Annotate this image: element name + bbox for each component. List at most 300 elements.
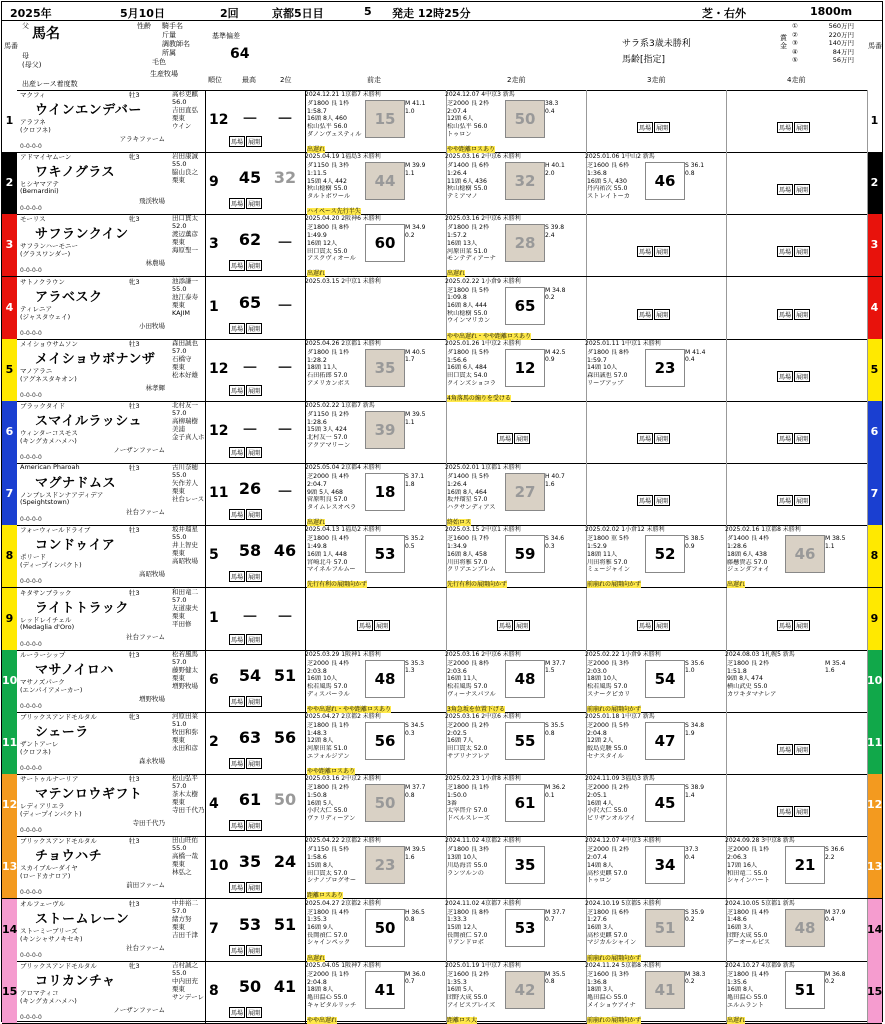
race-note-text: 出遅れ — [307, 519, 326, 527]
dam-name: ザントアーレ — [20, 740, 59, 748]
horse-name[interactable]: コリカンチャ — [35, 973, 116, 989]
legend-owner: 出産レース着度数 — [22, 80, 78, 88]
race-result-line: 0.2 — [545, 294, 555, 302]
prize-row — [792, 56, 854, 65]
horse-name[interactable]: アラベスク — [35, 289, 103, 305]
race-header: 2024.12.07 4中京3 新馬 — [445, 91, 515, 98]
race-info-line: 16頭 8人 460 — [307, 115, 347, 123]
empty-tag: 展開 — [374, 620, 390, 631]
index-2nd: － — [276, 233, 293, 253]
sire-name: オルフェーヴル — [20, 899, 65, 908]
dam-name: マサノズパーク — [20, 677, 65, 686]
race-info-line: セナスタイル — [587, 752, 624, 760]
breeder: 寺田千代乃 — [132, 819, 165, 828]
race-info — [727, 846, 785, 885]
race-info-line: 16頭 5人 — [307, 799, 334, 807]
race-index-value: 23 — [654, 358, 676, 377]
jockey-name: 岩田康誠 — [172, 152, 198, 161]
horse-name[interactable]: チョウハチ — [35, 849, 103, 865]
race-info-line: 秋山稔樹 55.0 — [447, 309, 488, 317]
race-header: 2024.11.09 3福島3 新馬 — [585, 775, 655, 783]
past-race — [305, 152, 447, 214]
race-info-line: 11頭 6人 436 — [447, 177, 487, 185]
race-index — [645, 784, 685, 822]
race-info-line: 芝1600 良 6枠 — [587, 162, 630, 170]
race-info-line: ダ1150 良 3枠 — [307, 162, 350, 170]
race-index — [365, 660, 405, 698]
race-result — [545, 224, 585, 239]
race-info-line: 1:57.2 — [447, 232, 467, 240]
sire-name: キタサンブラック — [20, 588, 72, 597]
race-info-line: 芝1800 良 8枠 — [307, 224, 350, 232]
race-info-line: シャインハート — [727, 877, 770, 885]
race-index — [365, 909, 405, 947]
race-info-line: 1:49.9 — [307, 232, 327, 240]
race-info-line: トゥロン — [587, 877, 612, 885]
race-header: 2025.02.02 1小倉12 未勝利 — [585, 526, 665, 534]
race-info-line: 芝1800 良 1枠 — [447, 784, 490, 792]
race-result — [545, 971, 585, 986]
gate-box — [867, 774, 882, 836]
race-header: 2025.03.16 2中京6 未勝利 — [445, 153, 521, 161]
sire-name: サートゥルナーリア — [20, 775, 79, 784]
race-info-line: 1:49.8 — [307, 543, 327, 551]
race-info — [307, 846, 365, 885]
past-race — [305, 214, 447, 276]
race-info-line: 小沢大仁 55.0 — [587, 807, 628, 815]
race-info-line: ダ1400 良 6枠 — [447, 162, 490, 170]
race-note-text: 先行有利の展開向かず — [307, 581, 368, 589]
horse-name[interactable]: マサノイロハ — [35, 662, 114, 678]
empty-race — [777, 184, 857, 195]
race-result-line: H 40.7 — [545, 473, 565, 481]
index-max: － — [241, 606, 258, 626]
meeting: 京都5日目 — [272, 7, 324, 20]
empty-tag: 馬場 — [497, 433, 513, 444]
race-result-line: M 37.9 — [825, 908, 846, 916]
horse-name[interactable]: スマイルラッシュ — [35, 414, 142, 429]
broodmare-sire: (ディープインパクト) — [20, 561, 82, 570]
race-info-line: 高杉吏麒 57.0 — [587, 931, 628, 939]
owner: サンデーレ — [172, 992, 204, 1001]
jockey-block — [172, 961, 204, 1001]
sire-name: American Pharoah — [20, 463, 80, 472]
race-result — [545, 909, 585, 924]
race-index — [645, 535, 685, 573]
race-header: 2025.04.27 2京都2 未勝利 — [305, 713, 381, 720]
career-record: 0-0-0-0 — [20, 827, 42, 835]
broodmare-sire: (Speightstown) — [20, 498, 70, 507]
horse-number: 1 — [870, 114, 879, 127]
race-note-text: 先行有利の展開向かず — [447, 581, 508, 589]
past-race — [305, 90, 447, 152]
race-info-line: 田口貫太 54.0 — [447, 371, 488, 379]
jockey-name: 古川奈穂 — [172, 463, 198, 472]
broodmare-sire: (ディープインパクト) — [20, 810, 82, 819]
owner: 金子真人ホ — [172, 433, 204, 441]
jockey-block — [172, 463, 204, 503]
race-info-line: 川田将雅 57.0 — [587, 558, 628, 566]
race-header: 2024.10.05 5京都1 新馬 — [725, 899, 795, 907]
race-index-value: 15 — [374, 110, 396, 128]
aptitude-tag: 馬場 — [229, 882, 245, 893]
race-note-text: 3角急坂を位置下げる — [447, 705, 505, 713]
dam-name: レディアリエラ — [20, 802, 65, 811]
race-header: 2025.03.29 1阪神1 未勝利 — [305, 650, 381, 658]
empty-tag: 馬場 — [777, 122, 793, 133]
race-index-value: 45 — [654, 794, 676, 813]
sex-age: 牡3 — [129, 588, 140, 597]
past-race — [725, 463, 868, 525]
race-index — [645, 660, 685, 698]
gate-box — [867, 463, 882, 525]
empty-race — [777, 744, 857, 755]
past-race — [305, 836, 447, 898]
empty-tag: 馬場 — [777, 371, 793, 382]
aptitude-tag: 展開 — [246, 447, 262, 458]
race-info — [447, 660, 505, 699]
race-result-line: 0.2 — [685, 916, 695, 924]
race-result — [685, 971, 725, 986]
race-result — [685, 660, 725, 675]
race-info-line: 1:11.5 — [307, 169, 327, 177]
race-result-line: M 36.8 — [825, 970, 846, 978]
prize-amount: 560万円 — [828, 22, 854, 30]
race-result-line: S 34.8 — [685, 722, 705, 729]
race-result — [825, 909, 865, 924]
race-index-value: 41 — [374, 980, 396, 999]
aptitude-tags — [229, 509, 263, 520]
race-info-line: 16頭 3人 — [727, 924, 754, 931]
race-header: 2025.01.11 1中京1 未勝利 — [585, 339, 661, 347]
gate-box — [2, 836, 17, 898]
race-info-line: 16頭 8人 458 — [447, 550, 487, 558]
race-result — [405, 411, 445, 426]
aptitude-tags — [229, 696, 263, 707]
race-index — [365, 411, 405, 449]
race-result-line: 1.7 — [405, 356, 415, 364]
race-result-line: M 42.5 — [545, 348, 566, 356]
empty-tag: 展開 — [654, 122, 670, 133]
horse-number: 11 — [867, 736, 883, 749]
race-header: 2025.03.16 2中京6 未勝利 — [445, 215, 521, 223]
past-race — [445, 214, 587, 276]
horse-name[interactable]: マテンロウギフト — [35, 787, 143, 803]
broodmare-sire: (Medaglia d'Oro) — [20, 622, 75, 631]
past-race — [585, 401, 727, 463]
col-prev3: 3走前 — [647, 76, 666, 84]
race-note-text: 出遅れ — [727, 581, 746, 589]
index-2nd: － — [276, 482, 293, 502]
dam-name: ノンブレスドンナアディデア — [20, 491, 104, 500]
horse-info — [17, 712, 206, 774]
dam-name: ストーミーブリーズ — [20, 926, 78, 935]
aptitude-tag: 展開 — [246, 634, 262, 645]
race-result-line: 0.8 — [405, 916, 415, 924]
race-index — [645, 349, 685, 387]
race-info-line: 河原田菜 51.0 — [447, 247, 488, 255]
race-info-line: 菅原明良 57.0 — [307, 496, 348, 504]
race-info-line: メイショウアイナ — [587, 1001, 636, 1009]
race-result-line: M 40.5 — [405, 348, 426, 356]
sire-name: ブリックスアンドモルタル — [20, 961, 97, 970]
aptitude-tags — [229, 136, 263, 147]
race-info-line: 芝1800 良 4枠 — [727, 970, 770, 978]
trainer-name: 吉田直弘 — [172, 106, 198, 114]
race-result-line: M 37.7 — [545, 908, 566, 916]
aptitude-tag: 展開 — [246, 820, 262, 831]
stable: 美浦 — [172, 425, 185, 433]
horse-number: 8 — [870, 549, 879, 563]
empty-tag: 馬場 — [497, 620, 513, 631]
race-info-line: トゥロン — [447, 130, 472, 138]
career-record: 0-0-0-0 — [20, 267, 42, 275]
broodmare-sire: (アグネスタキオン) — [20, 374, 77, 383]
jockey-block — [172, 588, 204, 628]
race-info — [307, 162, 365, 201]
index-2nd: 41 — [273, 976, 297, 996]
trainer-name: 中内田充 — [172, 976, 198, 985]
jockey-weight: 56.0 — [172, 98, 187, 106]
race-note-text: やや出遅れ・やや距離ロスあり — [447, 332, 532, 340]
past-race — [725, 961, 868, 1023]
stable: 栗東 — [172, 362, 185, 371]
race-info-line: 宮崎北斗 57.0 — [307, 558, 348, 566]
breeder: 飛渓牧場 — [139, 197, 165, 206]
distance: 1800m — [810, 5, 853, 18]
aptitude-tags — [229, 758, 263, 769]
empty-tag: 展開 — [794, 246, 810, 257]
jockey-name: 松山弘平 — [172, 774, 198, 783]
race-result — [405, 784, 445, 799]
trainer-name: 藤野健太 — [172, 665, 198, 674]
horse-row — [2, 650, 882, 713]
race-result-line: M 38.3 — [685, 970, 706, 978]
horse-name[interactable]: サフランクイン — [35, 227, 129, 243]
race-header: 2024.12.07 4中京3 未勝利 — [585, 837, 661, 845]
empty-tag: 展開 — [654, 495, 670, 506]
index-2nd: － — [276, 357, 293, 377]
horse-info — [17, 774, 206, 836]
empty-tag: 馬場 — [777, 184, 793, 195]
race-info-line: サブリナフレア — [447, 752, 490, 760]
race-note-text: 距離ロスあり — [307, 892, 344, 900]
race-result-line: M 36.0 — [405, 970, 426, 978]
index-2nd: 56 — [273, 728, 297, 747]
horse-name[interactable]: メイショウボナンザ — [35, 351, 156, 367]
index-2nd: 32 — [273, 168, 297, 188]
race-index — [365, 722, 405, 760]
race-result — [545, 162, 585, 177]
race-info-line: 和田竜二 55.0 — [727, 869, 768, 877]
race-result — [405, 349, 445, 364]
rank-value: 10 — [209, 858, 229, 875]
race-info-line: 秋山稔樹 55.0 — [307, 185, 348, 193]
race-info-line: 16頭 12人 — [307, 239, 338, 247]
aptitude-tag: 展開 — [246, 1007, 262, 1018]
gate-box — [2, 774, 17, 836]
race-info — [447, 722, 505, 761]
empty-race — [777, 806, 857, 817]
past-race — [445, 90, 587, 152]
race-info-line: 18頭 11人 — [587, 550, 618, 558]
race-result-line: 0.8 — [405, 791, 415, 799]
race-note-text: 出遅れ — [307, 146, 326, 153]
horse-number: 8 — [5, 549, 14, 563]
gate-box — [2, 401, 17, 463]
race-note-text: やや出遅れ・やや距離ロスあり — [307, 705, 392, 713]
horse-name[interactable]: ワキノグラス — [35, 165, 115, 181]
stable: 栗東 — [172, 922, 185, 931]
race-index-value: 18 — [374, 483, 396, 502]
race-info-line: ヴィーナスパフル — [447, 690, 496, 698]
race-header: 2025.01.18 1中京7 新馬 — [585, 713, 655, 720]
race-index — [365, 846, 405, 884]
race-result-line: M 36.2 — [545, 784, 566, 792]
index-max: － — [241, 109, 258, 128]
race-result-line: M 39.5 — [405, 411, 426, 418]
race-result-line: 0.9 — [685, 542, 695, 550]
race-index-value: 53 — [374, 545, 396, 564]
horse-number: 5 — [870, 362, 879, 376]
race-header: 2025.04.19 1福島3 未勝利 — [305, 153, 381, 161]
race-info-line: 1:34.9 — [447, 543, 467, 551]
race-info — [307, 349, 365, 388]
race-number: 5 — [364, 5, 372, 18]
sire-name: メイショウサムソン — [20, 339, 78, 348]
sex-age: 牝3 — [129, 153, 140, 162]
race-info — [447, 224, 505, 263]
jockey-weight: 57.0 — [172, 906, 187, 915]
career-record: 0-0-0-0 — [20, 143, 42, 150]
race-info-line: 2:04.7 — [307, 480, 327, 488]
career-record: 0-0-0-0 — [20, 640, 42, 648]
horse-name[interactable]: ライトトラック — [35, 600, 129, 616]
race-result-line: S 34.6 — [545, 535, 565, 543]
horse-info — [17, 90, 206, 152]
trainer-name: 緒方努 — [172, 914, 192, 923]
aptitude-tag: 馬場 — [229, 260, 245, 271]
year: 2025年 — [10, 7, 52, 20]
horse-info — [17, 401, 206, 463]
race-index — [645, 971, 685, 1009]
horse-row — [2, 774, 882, 837]
empty-tag: 展開 — [654, 246, 670, 257]
jockey-block — [172, 277, 204, 317]
race-index — [505, 224, 545, 262]
race-info-line: 松山弘平 56.0 — [307, 123, 348, 131]
aptitude-tags — [229, 198, 263, 209]
horse-name[interactable]: シェーラ — [35, 725, 89, 740]
race-info-line: 12頭 8人 — [307, 737, 334, 745]
race-result-line: S 35.6 — [685, 659, 705, 667]
past-race — [585, 152, 727, 214]
prize-row — [792, 22, 854, 31]
race-info-line: エルムラント — [727, 1001, 764, 1009]
race-result-line: 1.0 — [685, 667, 695, 675]
empty-tag: 馬場 — [637, 309, 653, 320]
race-info-line: アメリカンボス — [307, 379, 350, 387]
breeder: 社台ファーム — [126, 943, 165, 952]
race-result — [685, 846, 725, 861]
broodmare-sire: (グラスワンダー) — [20, 250, 71, 259]
horse-name[interactable]: ウインエンデバー — [35, 103, 142, 118]
sex-age: 牡3 — [129, 464, 140, 473]
prize-amount: 56万円 — [832, 56, 854, 65]
race-index-value: 32 — [514, 172, 536, 191]
race-result-line: M 35.5 — [545, 970, 566, 978]
race-info-line: 16頭 13人 — [447, 239, 478, 247]
stable: 栗東 — [172, 549, 185, 558]
past-race — [445, 588, 587, 650]
career-record: 0-0-0-0 — [20, 702, 42, 710]
jockey-block — [172, 836, 204, 876]
race-result — [405, 100, 445, 115]
stable: 栗東 — [172, 860, 185, 869]
horse-row — [2, 401, 882, 464]
aptitude-tag: 馬場 — [229, 136, 245, 147]
race-info — [447, 909, 505, 948]
race-result-line: S 39.8 — [545, 224, 565, 232]
breeder: ノーザンファーム — [113, 446, 165, 454]
race-info-line: 芝2000 良 1枠 — [307, 970, 350, 978]
breeder: 社台ファーム — [126, 632, 165, 641]
race-info-line: シャインペック — [307, 939, 351, 947]
past-race — [725, 650, 868, 712]
horse-name[interactable]: マグナドムス — [35, 476, 117, 492]
breeder: 社台ファーム — [126, 508, 165, 517]
empty-tag: 展開 — [514, 433, 530, 444]
race-index-value: 51 — [654, 918, 676, 937]
owner: 増野牧場 — [172, 681, 198, 690]
breeder: 森永牧場 — [139, 757, 165, 765]
broodmare-sire: (クロフネ) — [20, 126, 51, 134]
dam-name: レッドレイチェル — [20, 615, 72, 624]
aptitude-tags — [229, 571, 263, 582]
race-header: 2025.05.04 2京都4 未勝利 — [305, 464, 381, 472]
horse-name[interactable]: ストームレーン — [35, 911, 130, 927]
race-info-line: 松若風馬 57.0 — [307, 682, 348, 690]
horse-name[interactable]: コンドゥイア — [35, 538, 116, 554]
horse-number: 13 — [867, 860, 883, 874]
race-result-line: S 34.5 — [405, 722, 425, 729]
race-result — [405, 660, 445, 675]
race-header: 2024.11.24 5京都8 未勝利 — [585, 961, 661, 969]
gate-box — [867, 961, 882, 1023]
index-block — [205, 214, 306, 276]
race-info-line: 芝2000 良 8枠 — [447, 659, 490, 667]
race-result — [545, 722, 585, 737]
race-info-line: 芝1800 良 4枠 — [727, 908, 770, 916]
index-block — [205, 836, 306, 898]
jockey-block — [172, 339, 204, 379]
empty-tag: 馬場 — [777, 433, 793, 444]
race-result — [405, 473, 445, 488]
race-info-line: 1:36.8 — [587, 978, 607, 986]
race-info-line: 田口貫太 52.0 — [447, 745, 488, 753]
race-result-line: 2.0 — [545, 169, 555, 177]
aptitude-tag: 展開 — [246, 882, 262, 893]
race-info-line: 1:35.3 — [447, 978, 467, 986]
index-2nd: 24 — [273, 852, 297, 872]
gate-box — [2, 588, 17, 650]
prize-row — [792, 31, 854, 40]
race-info-line: 石田拓郎 57.0 — [307, 371, 348, 379]
race-info-line: 1:35.3 — [307, 916, 327, 924]
race-info-line: 9頭 5人 468 — [307, 488, 343, 496]
empty-tag: 展開 — [794, 495, 810, 506]
race-info-line: 1:50.8 — [307, 791, 327, 799]
